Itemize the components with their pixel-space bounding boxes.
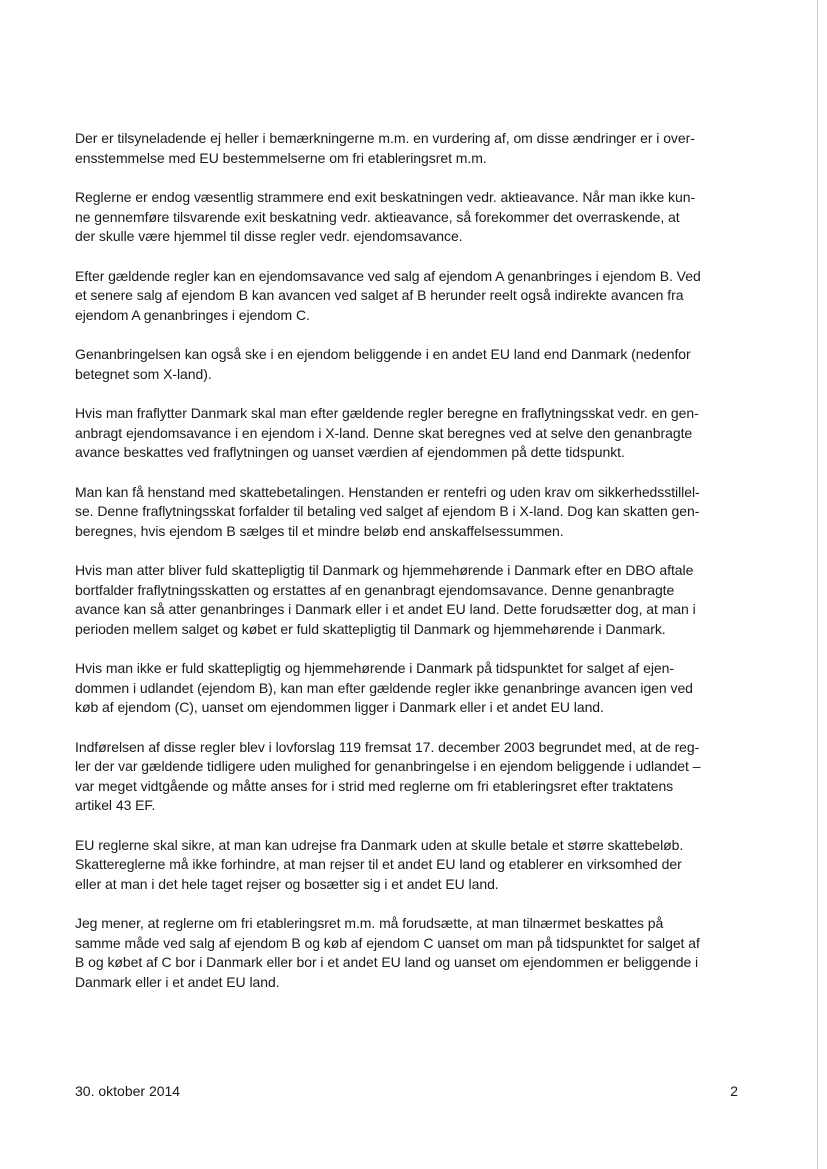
paragraph-7 bbox=[75, 561, 765, 639]
paragraph-line: ejendom A genanbringes i ejendom C. bbox=[75, 306, 310, 323]
paragraph-line: Hvis man fraflytter Danmark skal man efter gældende regler beregne en fraflytningsskat vedr. en gen- bbox=[75, 405, 699, 421]
paragraph-line: anbragt ejendomsavance i en ejendom i X-land. Denne skat beregnes ved at selve den genanbragte bbox=[75, 424, 693, 441]
paragraph-line: Indførelsen af disse regler blev i lovforslag 119 fremsat 17. december 2003 begrundet med, at de reg- bbox=[75, 738, 700, 755]
paragraph-5 bbox=[75, 404, 765, 463]
paragraph-10 bbox=[75, 836, 765, 895]
paragraph-line: køb af ejendom (C), uanset om ejendommen ligger i Danmark eller i et andet EU land. bbox=[75, 699, 604, 715]
paragraph-line: Man kan få henstand med skattebetalingen. Henstanden er rentefri og uden krav om sikkerhedsstillel- bbox=[75, 483, 700, 500]
paragraph-line: avance kan så atter genanbringes i Danmark eller i et andet EU land. Dette forudsætter dog, at man i bbox=[75, 601, 696, 617]
paragraph-line: der skulle være hjemmel til disse regler vedr. ejendomsavance. bbox=[75, 228, 463, 244]
paragraph-8 bbox=[75, 659, 765, 718]
scan-edge-line bbox=[817, 0, 818, 1169]
paragraph-line: avance beskattes ved fraflytningen og uanset værdien af ejendommen på dette tidspunkt. bbox=[75, 444, 625, 460]
paragraph-line: Reglerne er endog væsentlig strammere end exit beskatningen vedr. aktieavance. Når man ikke kun- bbox=[75, 189, 696, 205]
paragraph-line: bortfalder fraflytningsskatten og erstattes af en genanbragt ejendomsavance. Denne genanbragte bbox=[75, 581, 675, 598]
paragraph-line: Genanbringelsen kan også ske i en ejendom beliggende i en andet EU land end Danmark (nedenfor bbox=[75, 346, 691, 362]
paragraph-line: samme måde ved salg af ejendom B og køb af ejendom C uanset om man på tidspunktet for salget af bbox=[75, 934, 700, 951]
paragraph-1 bbox=[75, 129, 765, 168]
paragraph-11 bbox=[75, 914, 765, 992]
footer-date: 30. oktober 2014 bbox=[75, 1083, 181, 1099]
paragraph-line: Efter gældende regler kan en ejendomsavance ved salg af ejendom A genanbringes i ejendom B. Ved bbox=[75, 267, 701, 284]
paragraph-line: EU reglerne skal sikre, at man kan udrejse fra Danmark uden at skulle betale et større skattebeløb. bbox=[75, 836, 684, 853]
paragraph-line: Der er tilsyneladende ej heller i bemærkningerne m.m. en vurdering af, om disse ændringer er i over- bbox=[75, 130, 695, 146]
paragraph-line: var meget vidtgående og måtte anses for i strid med reglerne om fri etableringsret efter traktatens bbox=[75, 777, 674, 794]
paragraph-2 bbox=[75, 188, 765, 247]
paragraph-line: ne gennemføre tilsvarende exit beskatning vedr. aktieavance, så forekommer det overraskende, at bbox=[75, 208, 680, 225]
paragraph-4 bbox=[75, 345, 765, 384]
paragraph-line: Danmark eller i et andet EU land. bbox=[75, 973, 280, 990]
paragraph-line: ler der var gældende tidligere uden mulighed for genanbringelse i en ejendom beliggende i udlandet – bbox=[75, 758, 701, 774]
paragraph-line: Hvis man ikke er fuld skattepligtig og hjemmehørende i Danmark på tidspunktet for salget af ejen- bbox=[75, 660, 674, 676]
paragraph-line: B og købet af C bor i Danmark eller bor i et andet EU land og uanset om ejendommen er beliggende i bbox=[75, 954, 699, 970]
paragraph-6 bbox=[75, 483, 765, 542]
paragraph-line: betegnet som X-land). bbox=[75, 365, 212, 382]
document-body bbox=[75, 129, 765, 1012]
paragraph-line: beregnes, hvis ejendom B sælges til et mindre beløb end anskaffelsessummen. bbox=[75, 522, 564, 539]
paragraph-line: perioden mellem salget og købet er fuld skattepligtig til Danmark og hjemmehørende i Danmark. bbox=[75, 620, 666, 637]
paragraph-line: se. Denne fraflytningsskat forfalder til betaling ved salget af ejendom B i X-land. Dog kan skatten gen- bbox=[75, 503, 700, 519]
paragraph-line: ensstemmelse med EU bestemmelserne om fri etableringsret m.m. bbox=[75, 149, 487, 166]
paragraph-line: eller at man i det hele taget rejser og bosætter sig i et andet EU land. bbox=[75, 875, 499, 892]
paragraph-line: artikel 43 EF. bbox=[75, 797, 156, 813]
paragraph-line: et senere salg af ejendom B kan avancen ved salget af B herunder reelt også indirekte avancen fra bbox=[75, 287, 684, 303]
paragraph-3 bbox=[75, 267, 765, 326]
paragraph-line: Hvis man atter bliver fuld skattepligtig til Danmark og hjemmehørende i Danmark efter en DBO aftale bbox=[75, 562, 694, 578]
paragraph-line: Skattereglerne må ikke forhindre, at man rejser til et andet EU land og etablerer en virksomhed der bbox=[75, 856, 682, 872]
paragraph-line: Jeg mener, at reglerne om fri etableringsret m.m. må forudsætte, at man tilnærmet beskattes på bbox=[75, 915, 664, 931]
paragraph-line: dommen i udlandet (ejendom B), kan man efter gældende regler ikke genanbringe avancen igen ved bbox=[75, 679, 693, 696]
page-number: 2 bbox=[730, 1083, 738, 1099]
paragraph-9 bbox=[75, 738, 765, 816]
